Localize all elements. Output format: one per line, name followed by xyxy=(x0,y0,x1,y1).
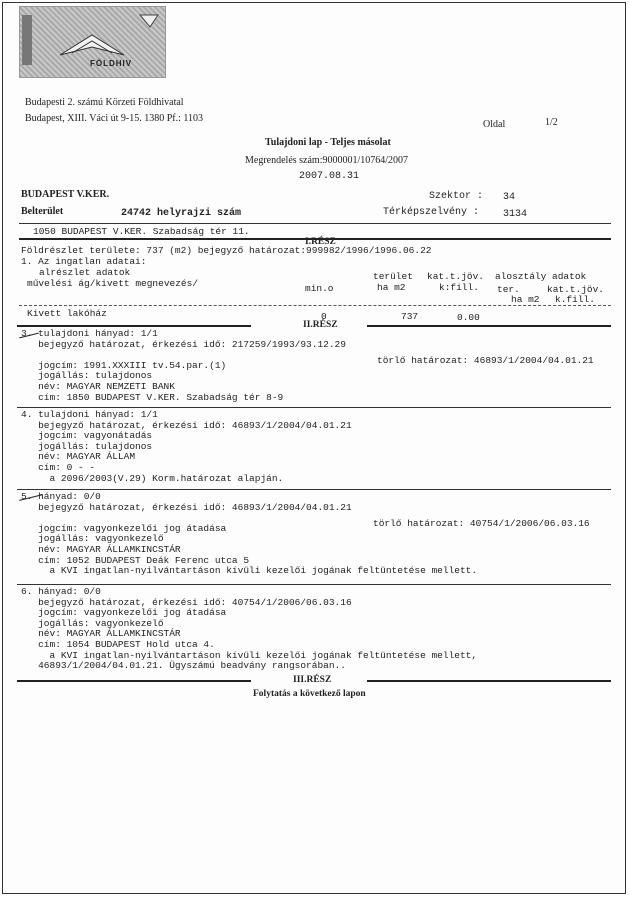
value-label: kat.t.jöv. xyxy=(427,271,485,282)
class-value-unit: k.fill. xyxy=(555,294,595,305)
section-3-title: III.RÉSZ xyxy=(293,675,332,685)
order-number: Megrendelés szám:9000001/10764/2007 xyxy=(245,155,409,166)
document-title: Tulajdoni lap - Teljes másolat xyxy=(265,137,391,148)
land-office-logo xyxy=(19,6,166,78)
section-1-title: I.RÉSZ xyxy=(305,237,336,247)
section-3-rule-left xyxy=(17,680,251,682)
area-type: Belterület xyxy=(21,206,64,217)
entry-5-deletion: törlő határozat: 40754/1/2006/06.03.16 xyxy=(373,518,590,529)
entry-line: jogcím: vagyonátadás xyxy=(21,430,153,442)
land-area-line: Földrészlet területe: 737 (m2) bejegyző határozat:999982/1996/1996.06.22 xyxy=(21,245,432,256)
map-sheet-value: 3134 xyxy=(503,209,528,220)
logo-text: FÖLDHIV xyxy=(90,59,133,68)
entry-line: név: MAGYAR ÁLLAMKINCSTÁR xyxy=(21,543,181,555)
property-data-line: 1. Az ingatlan adatai: xyxy=(21,256,147,267)
entry-line: jogcím: vagyonkezelői jog átadása xyxy=(21,607,227,619)
entry-3 xyxy=(21,329,346,403)
entry-line: 6. hányad: 0/0 xyxy=(21,586,101,597)
continuation-note: Folytatás a következő lapon xyxy=(253,689,366,699)
class-area-label: ter. xyxy=(497,284,520,295)
office-address: Budapest, XIII. Váci út 9-15. 1380 Pf.: 1103 xyxy=(25,113,204,124)
district: BUDAPEST V.KER. xyxy=(21,189,110,200)
area-unit: ha m2 xyxy=(377,282,406,293)
entry-line: cím: 0 - - xyxy=(21,461,96,473)
entry-line: a KVI ingatlan-nyilvántartáson kívüli kezelői jogának feltüntetése mellett. xyxy=(21,565,478,577)
dashed-separator xyxy=(19,305,611,306)
entry-line: a KVI ingatlan-nyilvántartáson kívüli kezelői jogának feltüntetése mellett, xyxy=(21,649,478,661)
entry-5 xyxy=(21,492,477,577)
sector-value: 34 xyxy=(503,192,516,203)
entry-separator xyxy=(17,489,611,490)
entry-line: név: MAGYAR ÁLLAM xyxy=(21,451,136,463)
entry-line: bejegyző határozat, érkezési idő: 217259/1993/93.12.29 xyxy=(21,338,346,350)
header-rule xyxy=(19,223,611,224)
entry-line: a 2096/2003(V.29) Korm.határozat alapján. xyxy=(21,472,284,484)
map-sheet-label: Térképszelvény : xyxy=(383,207,480,218)
entry-line: jogállás: vagyonkezelő xyxy=(21,617,164,629)
entry-line: cím: 1052 BUDAPEST Deák Ferenc utca 5 xyxy=(21,554,250,566)
section-3-rule-right xyxy=(367,680,611,682)
section-2-title: II.RÉSZ xyxy=(303,320,338,330)
entry-line: jogcím: 1991.XXXIII tv.54.par.(1) xyxy=(21,359,227,371)
minimum-label: min.o xyxy=(305,283,334,294)
office-name: Budapesti 2. számú Körzeti Földhivatal xyxy=(25,97,184,108)
entry-line: bejegyző határozat, érkezési idő: 46893/1/2004/04.01.21 xyxy=(21,419,352,431)
entry-line: 4. tulajdoni hányad: 1/1 xyxy=(21,409,158,420)
entry-line: név: MAGYAR ÁLLAMKINCSTÁR xyxy=(21,628,181,640)
entry-line: jogcím: vagyonkezelői jog átadása xyxy=(21,522,227,534)
class-label: alosztály adatok xyxy=(495,271,587,282)
row-value: 0.00 xyxy=(457,312,480,323)
entry-line: bejegyző határozat, érkezési idő: 40754/1/2006/06.03.16 xyxy=(21,596,352,608)
entry-4 xyxy=(21,410,352,484)
entry-line: jogállás: vagyonkezelő xyxy=(21,533,164,545)
entry-separator xyxy=(17,407,611,408)
entry-line: 46893/1/2004/04.01.21. Ügyszámú beadvány rangsorában.. xyxy=(21,660,346,672)
cultivation-label: művelési ág/kivett megnevezés/ xyxy=(27,278,199,289)
entry-line: 5. hányad: 0/0 xyxy=(21,491,101,502)
entry-6 xyxy=(21,587,477,672)
entry-separator xyxy=(17,584,611,585)
sublot-label: alrészlet adatok xyxy=(39,267,131,278)
row-min: 0 xyxy=(321,311,327,322)
row-area: 737 xyxy=(401,311,419,322)
area-label: terület xyxy=(373,271,413,282)
class-value-label: kat.t.jöv. xyxy=(547,284,605,295)
row-name: Kivett lakóház xyxy=(27,308,107,319)
entry-3-deletion: törlő határozat: 46893/1/2004/04.01.21 xyxy=(377,355,594,366)
entry-line: bejegyző határozat, érkezési idő: 46893/1/2004/04.01.21 xyxy=(21,501,352,513)
entry-line: jogállás: tulajdonos xyxy=(21,440,153,452)
section-2-rule-left xyxy=(17,325,251,327)
entry-line: cím: 1850 BUDAPEST V.KER. Szabadság tér 8-9 xyxy=(21,391,284,403)
entry-line: jogállás: tulajdonos xyxy=(21,370,153,382)
entry-line: cím: 1054 BUDAPEST Hold utca 4. xyxy=(21,638,215,650)
section-2-rule-right xyxy=(367,325,611,327)
issue-date: 2007.08.31 xyxy=(299,171,360,182)
property-address: 1050 BUDAPEST V.KER. Szabadság tér 11. xyxy=(33,226,250,237)
entry-line: név: MAGYAR NEMZETI BANK xyxy=(21,380,175,392)
page-number: 1/2 xyxy=(545,117,558,128)
sector-label: Szektor : xyxy=(429,191,484,202)
class-area-unit: ha m2 xyxy=(511,294,540,305)
parcel-number: 24742 helyrajzi szám xyxy=(121,208,242,219)
document-page xyxy=(2,2,626,894)
entry-line: 3. tulajdoni hányad: 1/1 xyxy=(21,328,158,339)
value-unit: k:fill. xyxy=(439,282,479,293)
page-label: Oldal xyxy=(483,119,506,130)
